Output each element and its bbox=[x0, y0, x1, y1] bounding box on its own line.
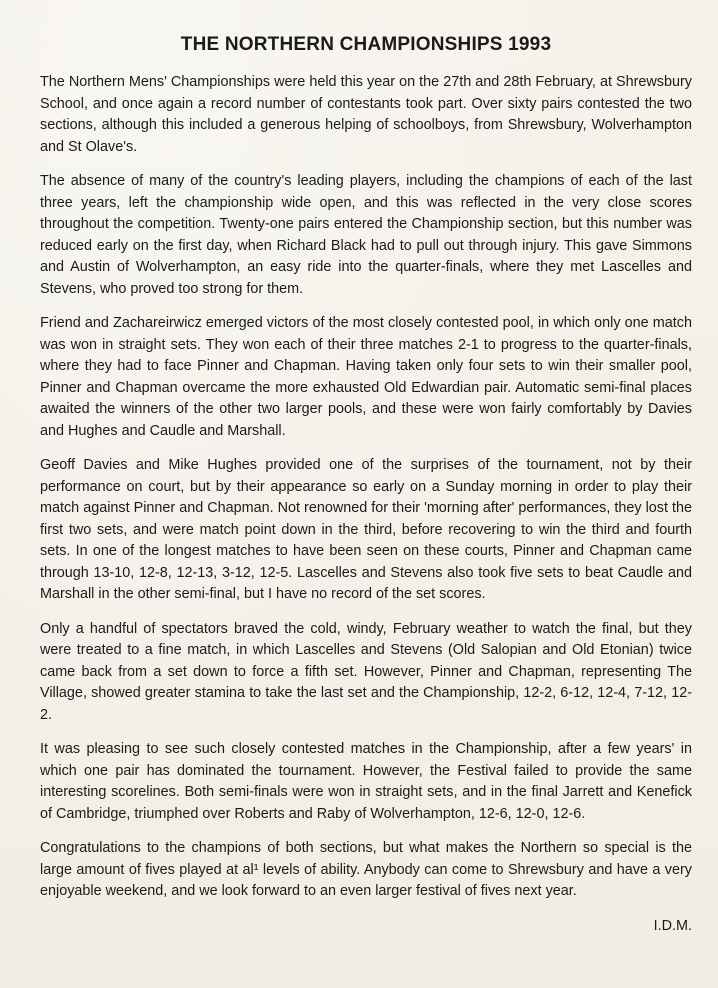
author-signature: I.D.M. bbox=[653, 917, 692, 934]
page-title: THE NORTHERN CHAMPIONSHIPS 1993 bbox=[180, 34, 552, 55]
paragraph-2: The absence of many of the country's leading players, including the champions of each of the last three years, left the championship wide open, and this was reflected in the very close scores throughout the competition. Twenty-one pairs entered the Championship section, but this number was reduced early on the first day, when Richard Black had to pull out through injury. This gave Simmons and Austin of Wolverhampton, an easy ride into the quarter-finals, where they met Lascelles and Stevens, who proved too strong for them. bbox=[40, 173, 692, 297]
paragraph-1: The Northern Mens' Championships were held this year on the 27th and 28th February, at Shrewsbury School, and once again a record number of contestants took part. Over sixty pairs contested the two sections, although this included a generous helping of schoolboys, from Shrewsbury, Wolverhampton and St Olave's. bbox=[40, 74, 692, 155]
paragraph-3: Friend and Zachareirwicz emerged victors of the most closely contested pool, in which only one match was won in straight sets. They won each of their three matches 2-1 to progress to the quarter-finals, where they had to face Pinner and Chapman. Having taken only four sets to win their smaller pool, Pinner and Chapman overcame the more exhausted Old Edwardian pair. Automatic semi-final places awaited the winners of the other two larger pools, and these were won fairly comfortably by Davies and Hughes and Caudle and Marshall. bbox=[40, 315, 692, 439]
paragraph-6: It was pleasing to see such closely contested matches in the Championship, after a few years' in which one pair has dominated the tournament. However, the Festival failed to provide the same interesting scorelines. Both semi-finals were won in straight sets, and in the final Jarrett and Kenefick of Cambridge, triumphed over Roberts and Raby of Wolverhampton, 12-6, 12-0, 12-6. bbox=[40, 741, 692, 822]
paragraph-4: Geoff Davies and Mike Hughes provided one of the surprises of the tournament, not by their performance on court, but by their appearance so early on a Sunday morning in order to play their match against Pinner and Chapman. Not renowned for their 'morning after' performances, they lost the first two sets, and were match point down in the third, before recovering to win the third and fourth sets. In one of the longest matches to have been seen on these courts, Pinner and Chapman came through 13-10, 12-8, 12-13, 3-12, 12-5. Lascelles and Stevens also took five sets to beat Caudle and Marshall in the other semi-final, but I have no record of the set scores. bbox=[40, 457, 692, 602]
paragraph-5: Only a handful of spectators braved the cold, windy, February weather to watch the final, but they were treated to a fine match, in which Lascelles and Stevens (Old Salopian and Old Etonian) twice came back from a set down to force a fifth set. However, Pinner and Chapman, representing The Village, showed greater stamina to take the last set and the Championship, 12-2, 6-12, 12-4, 7-12, 12-2. bbox=[40, 620, 692, 723]
article-body bbox=[40, 72, 692, 903]
paragraph-7: Congratulations to the champions of both sections, but what makes the Northern so special is the large amount of fives played at al¹ levels of ability. Anybody can come to Shrewsbury and have a very enjoyable weekend, and we look forward to an even larger festival of fives next year. bbox=[40, 840, 692, 899]
